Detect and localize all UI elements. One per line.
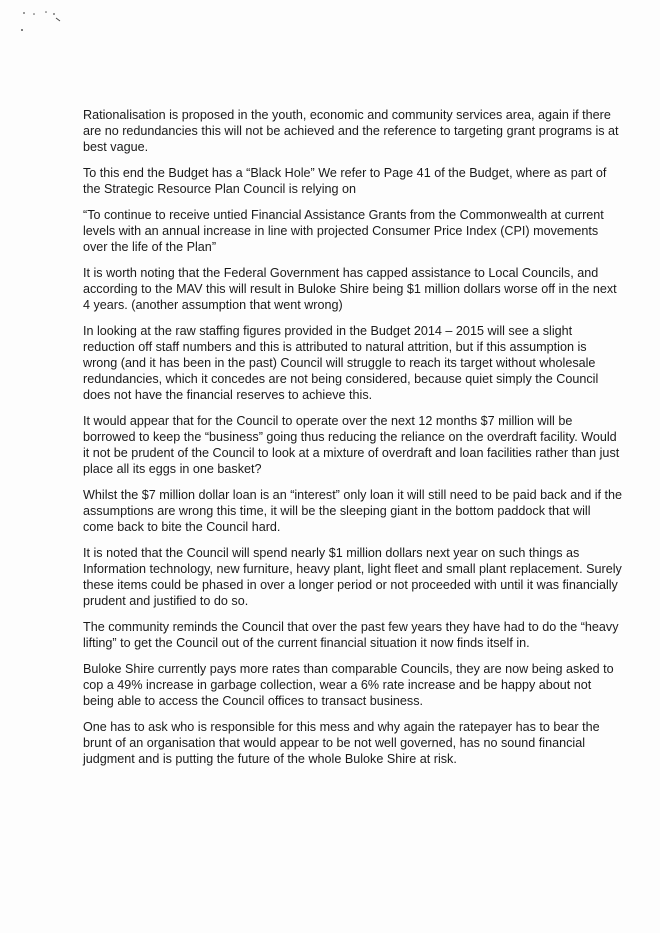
- paragraph-heavy-lifting: The community reminds the Council that over the past few years they have had to do the “heavy lifting” to get the Council out of the current financial situation it now finds itself in.: [83, 620, 619, 650]
- paragraph-loan: Whilst the $7 million dollar loan is an “interest” only loan it will still need to be paid back and if the assumptions are wrong this time, it will be the sleeping giant in the bottom paddock that will come back to bite the Council hard.: [83, 488, 623, 534]
- scan-specks: [18, 8, 78, 38]
- paragraph-federal-government: It is worth noting that the Federal Government has capped assistance to Local Councils, and according to the MAV this will result in Buloke Shire being $1 million dollars worse off in the next 4 years. (another assumption that went wrong): [83, 266, 617, 312]
- letter-body: [83, 107, 623, 777]
- paragraph-quote: “To continue to receive untied Financial Assistance Grants from the Commonwealth at current levels with an annual increase in line with projected Consumer Price Index (CPI) movements over the life of the Plan”: [83, 208, 604, 254]
- paragraph-conclusion: One has to ask who is responsible for this mess and why again the ratepayer has to bear the brunt of an organisation that would appear to be not well governed, has no sound financial judgment and is putting the future of the whole Buloke Shire at risk.: [83, 720, 600, 766]
- paragraph-black-hole: To this end the Budget has a “Black Hole” We refer to Page 41 of the Budget, where as part of the Strategic Resource Plan Council is relying on: [83, 166, 607, 196]
- paragraph-rates: Buloke Shire currently pays more rates than comparable Councils, they are now being asked to cop a 49% increase in garbage collection, wear a 6% rate increase and be happy about not being able to access the Council offices to transact business.: [83, 662, 614, 708]
- paragraph-staffing: In looking at the raw staffing figures provided in the Budget 2014 – 2015 will see a slight reduction off staff numbers and this is attributed to natural attrition, but if this assumption is wrong (and it has been in the past) Council will struggle to reach its target without wholesale redundancies, which it concedes are not being considered, because quiet simply the Council does not have the financial reserves to achieve this.: [83, 324, 599, 402]
- paragraph-rationalisation: Rationalisation is proposed in the youth, economic and community services area, again if there are no redundancies this will not be achieved and the reference to targeting grant programs is at best vague.: [83, 108, 619, 154]
- paragraph-spending: It is noted that the Council will spend nearly $1 million dollars next year on such things as Information technology, new furniture, heavy plant, light fleet and small plant replacement. Surely these items could be phased in over a longer period or not proceeded with until it was financially prudent and justified to do so.: [83, 546, 622, 608]
- paragraph-borrowing: It would appear that for the Council to operate over the next 12 months $7 million will be borrowed to keep the “business” going thus reducing the reliance on the overdraft facility. Would it not be prudent of the Council to look at a mixture of overdraft and loan facilities rather than just place all its eggs in one basket?: [83, 414, 620, 476]
